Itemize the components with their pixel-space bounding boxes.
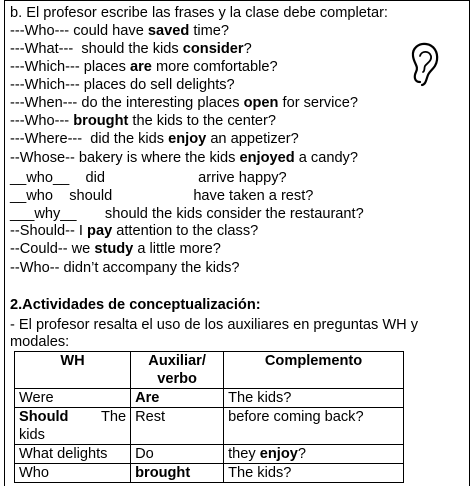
table-row	[15, 408, 404, 445]
text-segment: --Could-- we	[10, 241, 95, 257]
cell-aux: Do	[131, 445, 224, 464]
table-row	[15, 445, 404, 464]
text-segment: more comfortable?	[151, 59, 278, 75]
question-line	[10, 222, 258, 240]
question-line	[10, 58, 278, 76]
text-segment: ---Who--- could have	[10, 23, 148, 39]
text-segment: b. El profesor escribe las frases y la clase debe completar:	[10, 5, 388, 21]
text-segment: ---Who---	[10, 113, 74, 129]
bold-word: consider	[182, 41, 244, 57]
question-line	[10, 76, 235, 94]
bold-word: pay	[87, 223, 113, 239]
text-segment: before coming back?	[228, 409, 364, 425]
question-line	[10, 187, 313, 205]
table-row	[15, 389, 404, 408]
question-line	[10, 240, 221, 258]
bold-word: open	[243, 95, 279, 111]
question-line	[10, 4, 388, 22]
text-segment: __who should have taken a rest?	[10, 188, 314, 204]
question-line	[10, 130, 299, 148]
table-row	[15, 464, 404, 483]
table-header-row	[15, 352, 404, 389]
question-line	[10, 259, 240, 277]
text-segment: ---Which--- places	[10, 59, 130, 75]
text-segment: --Should-- I	[10, 223, 88, 239]
text-segment: ---What--- should the kids	[10, 41, 183, 57]
text-segment: __who__ did arrive happy?	[10, 170, 287, 186]
bold-word: saved	[147, 23, 190, 39]
text-segment: ---Which--- places do sell delights?	[10, 77, 235, 93]
question-line	[10, 205, 364, 223]
text-segment: ?	[297, 446, 306, 462]
text-segment: a candy?	[294, 150, 358, 166]
text-segment: ___why__ should the kids consider the restaurant?	[10, 206, 364, 222]
cell-comp	[224, 464, 404, 483]
text-segment: the kids to the center?	[128, 113, 277, 129]
question-line	[10, 149, 358, 167]
text-segment: ---When--- do the interesting places	[10, 95, 244, 111]
cell-wh: Were	[15, 389, 131, 408]
cell-aux: brought	[131, 464, 224, 483]
bold-word: brought	[73, 113, 129, 129]
text-segment: --Who-- didn’t accompany the kids?	[10, 260, 240, 276]
cell-comp	[224, 389, 404, 408]
cell-aux: Rest	[131, 408, 224, 445]
question-line	[10, 40, 252, 58]
text-segment: for service?	[278, 95, 358, 111]
cell-comp	[224, 445, 404, 464]
bold-word: enjoy	[259, 446, 298, 462]
question-line	[10, 112, 276, 130]
cell-wh: What delights	[15, 445, 131, 464]
text-segment: attention to the class?	[112, 223, 259, 239]
cell-wh: Who	[15, 464, 131, 483]
question-line	[10, 169, 287, 187]
text-segment: time?	[189, 23, 230, 39]
question-line	[10, 94, 358, 112]
text-segment: --Whose-- bakery is where the kids	[10, 150, 240, 166]
cell-aux: Are	[131, 389, 224, 408]
bold-word: are	[130, 59, 152, 75]
bold-word: enjoy	[168, 131, 207, 147]
section-description-1: - El profesor resalta el uso de los auxiliares en preguntas WH y	[10, 317, 419, 333]
text-segment: a little more?	[133, 241, 221, 257]
bold-word: enjoyed	[239, 150, 295, 166]
header-comp: Complemento	[224, 352, 404, 389]
top-rule	[4, 0, 470, 1]
text-segment: an appetizer?	[206, 131, 299, 147]
header-wh: WH	[15, 352, 131, 389]
cell-wh: Should The kids	[15, 408, 131, 445]
bold-word: study	[94, 241, 134, 257]
text-segment: ---Where--- did the kids	[10, 131, 169, 147]
text-segment: The kids?	[228, 465, 292, 481]
section-heading: 2.Actividades de conceptualización:	[10, 297, 261, 313]
header-aux: Auxiliar/ verbo	[131, 352, 224, 389]
text-segment: they	[228, 446, 260, 462]
text-segment: ?	[243, 41, 252, 57]
ear-icon	[410, 42, 440, 88]
section-description-2: modales:	[10, 334, 70, 350]
cell-comp	[224, 408, 404, 445]
question-line	[10, 22, 229, 40]
text-segment: The kids?	[228, 390, 292, 406]
wh-table	[14, 351, 404, 483]
